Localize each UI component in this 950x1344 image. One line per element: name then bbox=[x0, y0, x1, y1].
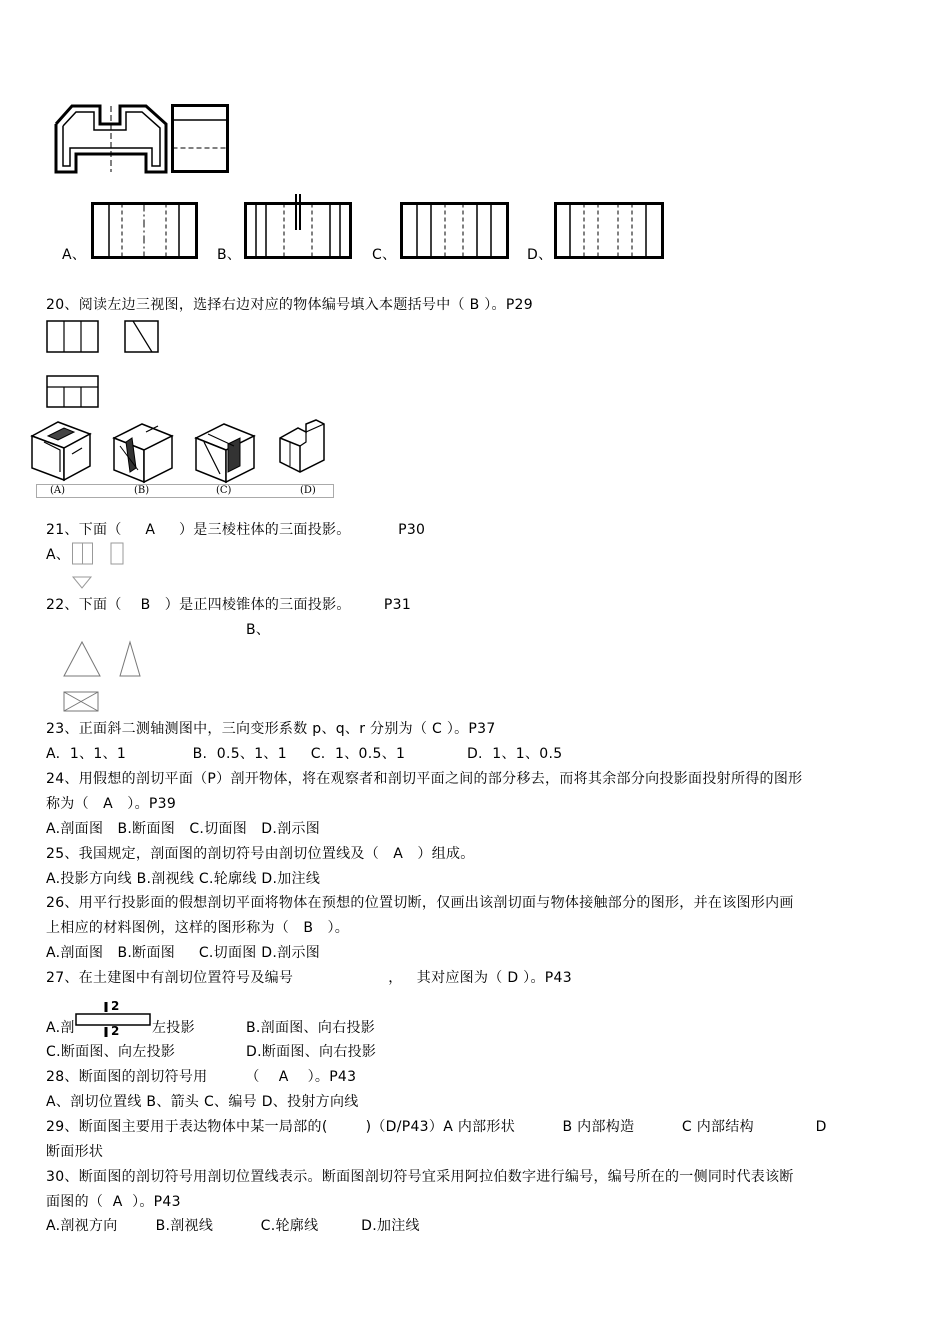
q20-caption-b: (B) bbox=[134, 485, 150, 496]
q20-text: 20、阅读左边三视图，选择右边对应的物体编号填入本题括号中（ B ）。P29 bbox=[46, 297, 533, 313]
q20-caption-a: (A) bbox=[50, 485, 66, 496]
q21-option-a-label: A、 bbox=[46, 547, 71, 563]
q27-symbol-number-bottom: 2 bbox=[111, 1024, 120, 1038]
q22-pyramid-views bbox=[60, 640, 144, 716]
q19-option-b-view bbox=[244, 194, 354, 260]
q27-option-a-left: A.剖 bbox=[46, 1020, 75, 1036]
q19-option-c-view bbox=[400, 202, 510, 260]
q20-object-c bbox=[194, 414, 258, 484]
q22-text: 22、下面（ B ）是正四棱锥体的三面投影。 P31 bbox=[46, 597, 412, 613]
q21-text: 21、下面（ A ）是三棱柱体的三面投影。 P30 bbox=[46, 522, 426, 538]
q29-text-line2: 断面形状 bbox=[46, 1144, 104, 1160]
q29-text: 29、断面图主要用于表达物体中某一局部的( )（D/P43）A 内部形状 B 内部构造 C 内部结构 D bbox=[46, 1119, 827, 1135]
q23-text: 23、正面斜二测轴测图中，三向变形系数 p、q、r 分别为（ C ）。P37 bbox=[46, 721, 496, 737]
q28-text: 28、断面图的剖切符号用 （ A ）。P43 bbox=[46, 1069, 357, 1085]
q19-side-view bbox=[171, 104, 231, 174]
q20-caption-d: (D) bbox=[300, 485, 316, 496]
q21-prism-views bbox=[72, 542, 128, 592]
q30-options: A.剖视方向 B.剖视线 C.轮廓线 D.加注线 bbox=[46, 1218, 420, 1234]
q30-text-line1: 30、断面图的剖切符号用剖切位置线表示。断面图剖切符号宜采用阿拉伯数字进行编号，编号所在的一侧同时代表该断 bbox=[46, 1169, 794, 1185]
q20-object-a bbox=[30, 414, 94, 484]
q20-object-b bbox=[112, 414, 176, 484]
q28-options: A、剖切位置线 B、箭头 C、编号 D、投射方向线 bbox=[46, 1094, 359, 1110]
q24-options: A.剖面图 B.断面图 C.切面图 D.剖示图 bbox=[46, 821, 321, 837]
q27-option-d: D.断面图、向右投影 bbox=[246, 1044, 377, 1060]
q20-object-d bbox=[278, 420, 328, 476]
q19-option-b-label: B、 bbox=[217, 247, 242, 263]
q27-text: 27、在土建图中有剖切位置符号及编号 ， 其对应图为（ D ）。P43 bbox=[46, 970, 572, 986]
q24-text-line2: 称为（ A ）。P39 bbox=[46, 796, 177, 812]
q20-caption-bar bbox=[36, 484, 334, 498]
q25-options: A.投影方向线 B.剖视线 C.轮廓线 D.加注线 bbox=[46, 871, 321, 887]
q25-text: 25、我国规定，剖面图的剖切符号由剖切位置线及（ A ）组成。 bbox=[46, 846, 475, 862]
q20-front-view bbox=[46, 320, 100, 354]
q26-text-line1: 26、用平行投影面的假想剖切平面将物体在预想的位置切断，仅画出该剖切面与物体接触部分的图形，并在该图形内画 bbox=[46, 895, 794, 911]
q19-option-a-view bbox=[91, 202, 199, 260]
q19-option-c-label: C、 bbox=[372, 247, 397, 263]
q19-option-a-label: A、 bbox=[62, 247, 87, 263]
q23-options: A. 1、1、1 B. 0.5、1、1 C. 1、0.5、1 D. 1、1、0.5 bbox=[46, 746, 563, 762]
q22-option-b-label: B、 bbox=[246, 622, 271, 638]
q20-top-view bbox=[46, 375, 100, 409]
q19-front-view bbox=[56, 104, 176, 174]
q30-text-line2: 面图的（ A ）。P43 bbox=[46, 1194, 181, 1210]
q27-option-a-right: 左投影 bbox=[152, 1020, 195, 1036]
q20-caption-c: (C) bbox=[216, 485, 232, 496]
q24-text-line1: 24、用假想的剖切平面（P）剖开物体，将在观察者和剖切平面之间的部分移去，而将其余部分向投影面投射所得的图形 bbox=[46, 771, 803, 787]
q27-option-b: B.剖面图、向右投影 bbox=[246, 1020, 376, 1036]
q26-text-line2: 上相应的材料图例，这样的图形称为（ B ）。 bbox=[46, 920, 350, 936]
q19-option-d-label: D、 bbox=[527, 247, 553, 263]
q26-options: A.剖面图 B.断面图 C.切面图 D.剖示图 bbox=[46, 945, 321, 961]
q27-symbol-number-top: 2 bbox=[111, 999, 120, 1013]
q27-option-c: C.断面图、向左投影 bbox=[46, 1044, 176, 1060]
q20-side-view bbox=[124, 320, 160, 354]
q19-option-d-view bbox=[554, 202, 666, 260]
